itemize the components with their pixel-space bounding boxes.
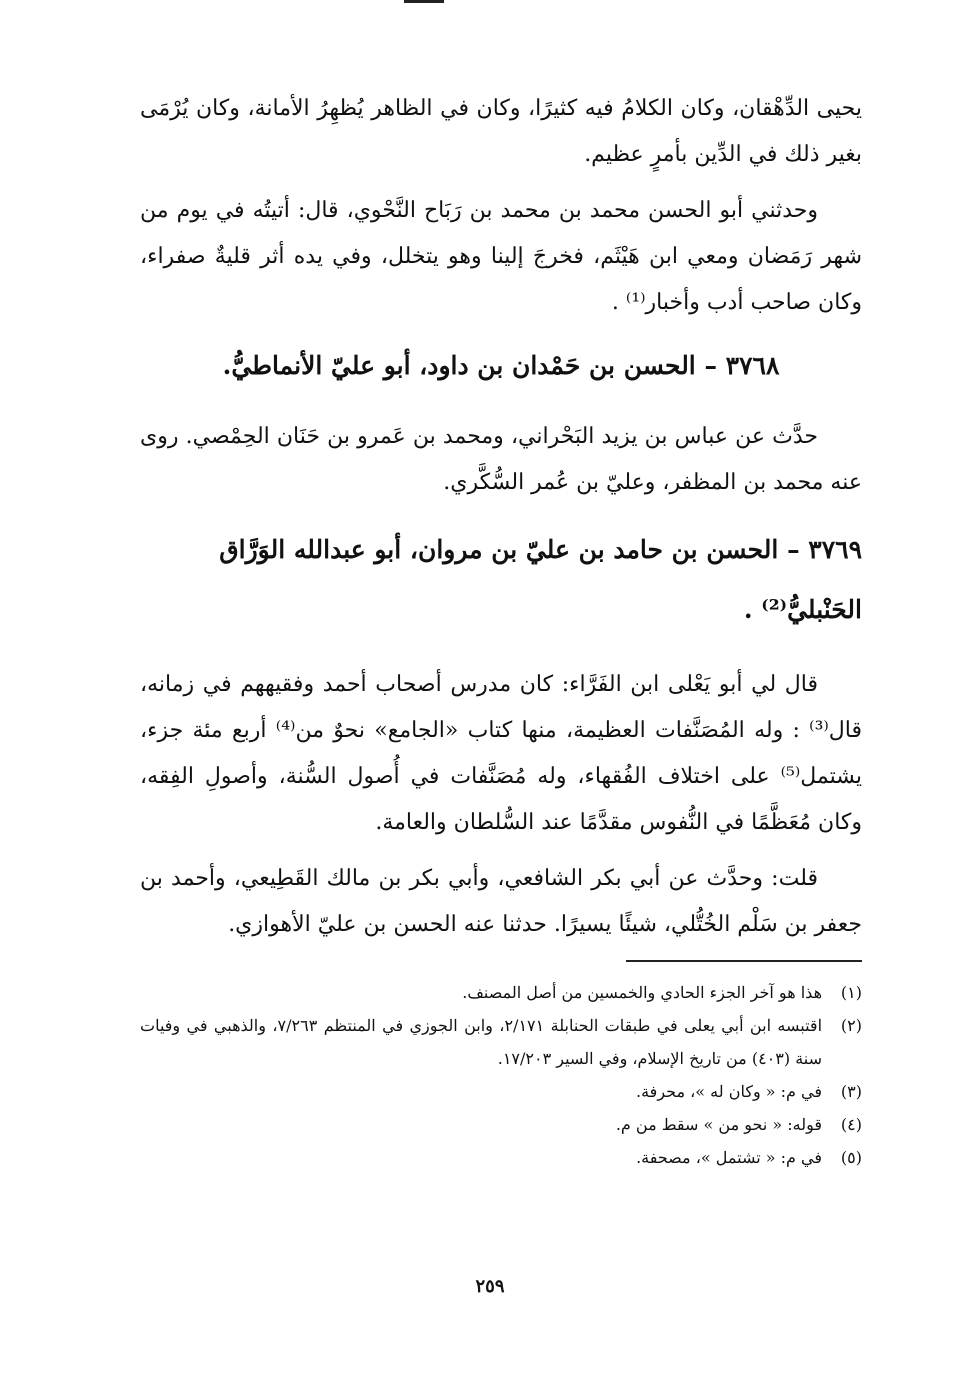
footnote-number: (٣) [840, 1082, 862, 1101]
entry-text-3769-part2: قلت: وحدَّث عن أبي بكر الشافعي، وأبي بكر بن مالك القَطِيعي، وأحمد بن جعفر بن سَلْم الخُتُّلي، شيئًا يسيرًا. حدثنا عنه الحسن بن عليّ الأهوازي. [140, 866, 862, 937]
footnote-item [140, 976, 862, 1009]
footnote-text: في م: « تشتمل »، مصحفة. [636, 1148, 822, 1167]
entry-heading-3769: ٣٧٦٩ – الحسن بن حامد بن عليّ بن مروان، أبو عبدالله الوَرَّاق الحَنْبليُّ⁽²⁾ . [219, 535, 862, 624]
footnote-number: (١) [840, 983, 862, 1002]
page-body [140, 86, 862, 1174]
footnote-number: (٢) [840, 1016, 862, 1035]
footnote-number: (٤) [840, 1115, 862, 1134]
entry-text-3768: حدَّث عن عباس بن يزيد البَحْراني، ومحمد بن عَمرو بن حَنَان الحِمْصي. روى عنه محمد بن المظفر، وعليّ بن عُمر السُّكَّري. [140, 424, 862, 495]
footnote-text: في م: « وكان له »، محرفة. [636, 1082, 822, 1101]
entry-text-3769-part1: قال لي أبو يَعْلى ابن الفَرَّاء: كان مدرس أصحاب أحمد وفقيههم في زمانه، قال⁽³⁾ : وله المُصَنَّفات العظيمة، منها كتاب «الجامع» نحوٌ من⁽⁴⁾ أربع مئة جزء، يشتمل⁽⁵⁾ على اختلاف الفُقهاء، وله مُصَنَّفات في أُصول السُّنة، وأصولِ الفِقه، وكان مُعَظَّمًا في النُّفوس مقدَّمًا عند السُّلطان والعامة. [140, 672, 862, 835]
footnotes [140, 976, 862, 1174]
entry-heading-3768: ٣٧٦٨ – الحسن بن حَمْدان بن داود، أبو عليّ الأنماطيُّ. [222, 351, 780, 380]
footnote-item [140, 1108, 862, 1141]
footnote-item [140, 1075, 862, 1108]
footnote-divider [626, 960, 862, 962]
footnote-number: (٥) [840, 1148, 862, 1167]
top-rule-mark [404, 0, 444, 3]
footnote-text: اقتبسه ابن أبي يعلى في طبقات الحنابلة ٢/١٧١، وابن الجوزي في المنتظم ٧/٢٦٣، والذهبي في وفيات سنة (٤٠٣) من تاريخ الإسلام، وفي السير ١٧/٢٠٣. [140, 1016, 823, 1068]
footnote-item [140, 1141, 862, 1174]
paragraph-ibn-rabah: وحدثني أبو الحسن محمد بن محمد بن رَبَاح النَّحْوي، قال: أتيتُه في يوم من شهر رَمَضان ومعي ابن هَيْثَم، فخرجَ إلينا وهو يتخلل، وفي يده أثر قليةٌ صفراء، وكان صاحب أدب وأخبار⁽¹⁾ . [140, 198, 862, 315]
paragraph-continuation: يحيى الدِّهْقان، وكان الكلامُ فيه كثيرًا، وكان في الظاهر يُظهِرُ الأمانة، وكان يُرْمَى بغير ذلك في الدِّين بأمرٍ عظيم. [140, 96, 862, 167]
footnote-item [140, 1009, 862, 1075]
footnote-text: قوله: « نحو من » سقط من م. [615, 1115, 822, 1134]
footnote-text: هذا هو آخر الجزء الحادي والخمسين من أصل المصنف. [462, 983, 822, 1002]
page-number: ٢٥٩ [475, 1276, 505, 1297]
